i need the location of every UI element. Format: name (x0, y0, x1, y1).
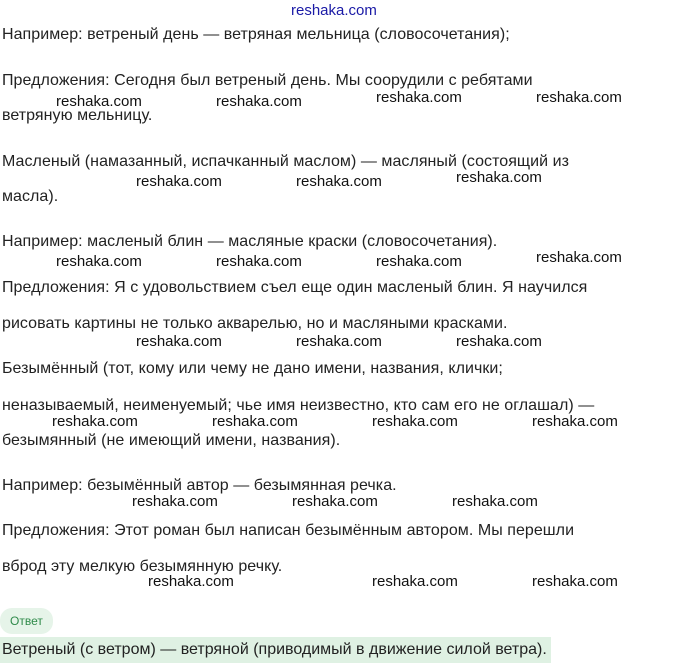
text-line-14: вброд эту мелкую безымянную речку. (2, 558, 283, 575)
watermark: reshaka.com (532, 573, 618, 590)
watermark: reshaka.com (56, 253, 142, 270)
watermark: reshaka.com (532, 413, 618, 430)
answer-badge: Ответ (0, 608, 53, 634)
watermark: reshaka.com (132, 493, 218, 510)
text-line-10: неназываемый, неименуемый; чье имя неизвестно, кто сам его не оглашал) — (2, 397, 595, 414)
watermark: reshaka.com (136, 333, 222, 350)
text-line-11: безымянный (не имеющий имени, названия). (2, 432, 341, 449)
text-line-12: Например: безымённый автор — безымянная речка. (2, 477, 397, 494)
watermark-top: reshaka.com (291, 2, 377, 19)
watermark: reshaka.com (52, 413, 138, 430)
watermark: reshaka.com (136, 173, 222, 190)
text-line-3: ветряную мельницу. (2, 107, 153, 124)
text-line-5: масла). (2, 188, 59, 205)
watermark: reshaka.com (212, 413, 298, 430)
watermark: reshaka.com (372, 573, 458, 590)
text-line-8: рисовать картины не только акварелью, но и масляными красками. (2, 315, 508, 332)
text-line-6: Например: масленый блин — масляные краски (словосочетания). (2, 233, 498, 250)
watermark: reshaka.com (376, 253, 462, 270)
text-line-4: Масленый (намазанный, испачканный маслом) — масляный (состоящий из (2, 153, 569, 170)
text-line-1: Например: ветреный день — ветряная мельница (словосочетания); (2, 26, 510, 43)
watermark: reshaka.com (216, 93, 302, 110)
text-line-13: Предложения: Этот роман был написан безымённым автором. Мы перешли (2, 522, 575, 539)
watermark: reshaka.com (456, 333, 542, 350)
watermark: reshaka.com (536, 249, 622, 266)
watermark: reshaka.com (148, 573, 234, 590)
watermark: reshaka.com (376, 89, 462, 106)
text-line-2: Предложения: Сегодня был ветреный день. Мы соорудили с ребятами (2, 72, 533, 89)
watermark: reshaka.com (456, 169, 542, 186)
watermark: reshaka.com (296, 333, 382, 350)
watermark: reshaka.com (536, 89, 622, 106)
answer-text: Ветреный (с ветром) — ветряной (приводимый в движение силой ветра). (0, 637, 551, 663)
text-line-9: Безымённый (тот, кому или чему не дано имени, названия, клички; (2, 360, 503, 377)
watermark: reshaka.com (452, 493, 538, 510)
watermark: reshaka.com (216, 253, 302, 270)
watermark: reshaka.com (296, 173, 382, 190)
watermark: reshaka.com (56, 93, 142, 110)
watermark: reshaka.com (372, 413, 458, 430)
watermark: reshaka.com (292, 493, 378, 510)
text-line-7: Предложения: Я с удовольствием съел еще один масленый блин. Я научился (2, 279, 588, 296)
